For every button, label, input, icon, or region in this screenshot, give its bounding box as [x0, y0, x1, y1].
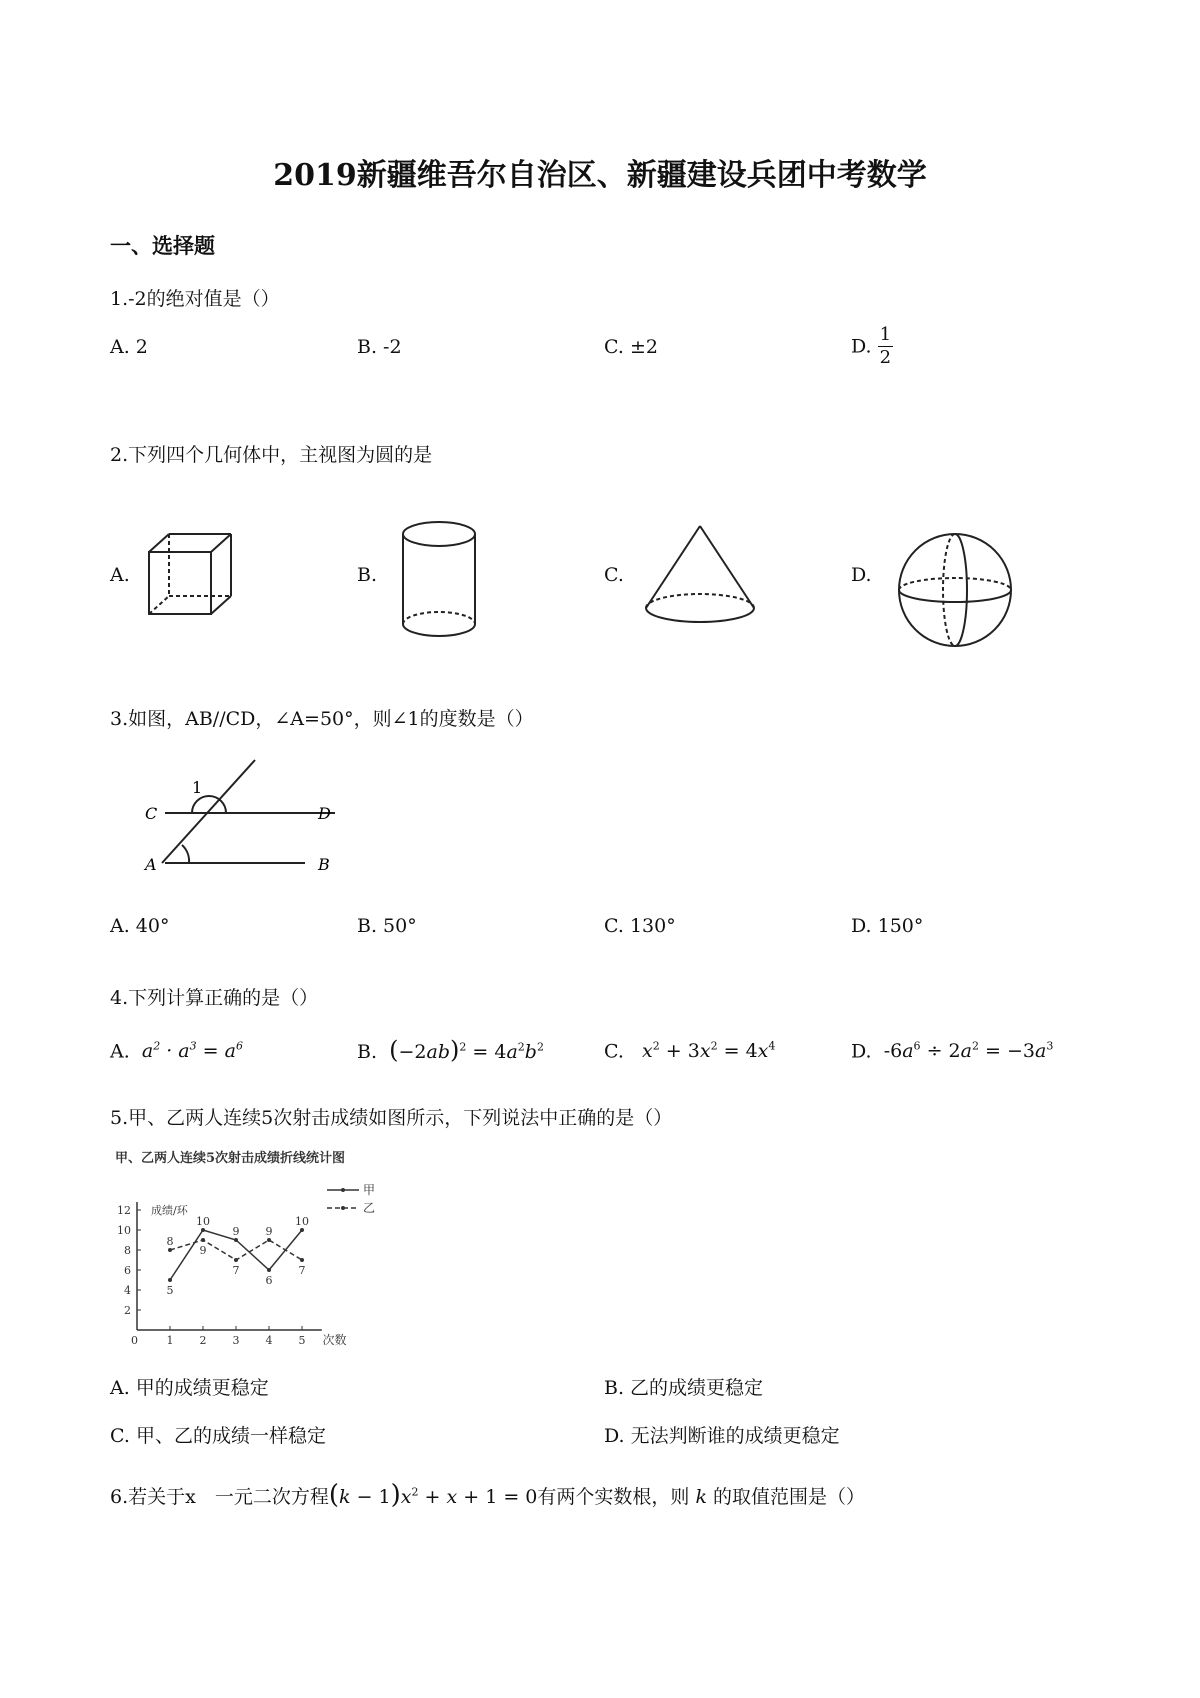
- q4-expression-d: $-6a^6 \div 2a^2 = -3a^3$: [877, 1040, 1054, 1063]
- q6-stem-end: 的取值范围是（）: [713, 1486, 866, 1508]
- y-tick-label: 4: [124, 1284, 131, 1297]
- y-axis-label: 成绩/环: [151, 1204, 188, 1217]
- legend-marker-jia: [341, 1188, 345, 1192]
- y-tick-label: 6: [124, 1264, 131, 1277]
- question-3-stem: 3.如图，AB//CD，∠A=50°，则∠1的度数是（）: [110, 708, 534, 730]
- data-label: 9: [265, 1225, 273, 1238]
- cylinder-figure: [398, 518, 480, 642]
- data-label: 8: [166, 1235, 174, 1248]
- data-label: 9: [232, 1225, 240, 1238]
- question-6-stem: [110, 1480, 865, 1510]
- question-5-stem: 5.甲、乙两人连续5次射击成绩如图所示，下列说法中正确的是（）: [110, 1107, 673, 1129]
- q3-option-c: C. 130°: [604, 915, 676, 937]
- q2-label-d: D.: [851, 564, 872, 586]
- q4-expression-c: $x^2 + 3x^2 = 4x^4$: [642, 1040, 776, 1063]
- x-tick-label: 4: [265, 1334, 273, 1347]
- fraction-numerator: 1: [879, 324, 892, 345]
- legend-marker-yi: [341, 1206, 345, 1210]
- x-tick-label: 2: [199, 1334, 207, 1347]
- q4-option-d: [851, 1040, 1053, 1062]
- q3-option-d: D. 150°: [851, 915, 924, 937]
- q6-variable-k: k: [695, 1486, 707, 1508]
- q2-label-a: A.: [110, 564, 130, 586]
- q4-option-b: [357, 1036, 544, 1064]
- question-1-stem: 1.-2的绝对值是（）: [110, 288, 280, 310]
- data-point: [168, 1278, 172, 1282]
- q4-label-b: B.: [357, 1041, 378, 1063]
- legend-label: 乙: [363, 1201, 376, 1215]
- data-point: [201, 1228, 205, 1232]
- cube-figure: [145, 530, 235, 620]
- data-point: [168, 1248, 172, 1252]
- point-c-label: C: [145, 804, 158, 823]
- data-label: 7: [298, 1264, 306, 1277]
- fraction-one-half: [878, 324, 893, 369]
- data-point: [267, 1238, 271, 1242]
- q2-label-b: B.: [357, 564, 378, 586]
- q4-label-c: C.: [604, 1040, 624, 1063]
- q5-option-b: B. 乙的成绩更稳定: [604, 1377, 764, 1399]
- data-label: 6: [265, 1274, 273, 1287]
- q5-option-c: C. 甲、乙的成绩一样稳定: [110, 1425, 326, 1447]
- q2-label-c: C.: [604, 564, 624, 586]
- q5-option-d: D. 无法判断谁的成绩更稳定: [604, 1425, 840, 1447]
- origin-label: 0: [131, 1334, 138, 1347]
- data-point: [234, 1258, 238, 1262]
- angle-1-label: 1: [192, 778, 203, 797]
- question-4-stem: 4.下列计算正确的是（）: [110, 987, 319, 1009]
- q6-equation: $(k - 1)x^2 + x + 1 = 0$: [328, 1480, 538, 1510]
- x-tick-label: 1: [166, 1334, 174, 1347]
- data-point: [201, 1238, 205, 1242]
- sphere-figure: [895, 530, 1015, 650]
- q4-expression-b: $(-2ab)^2 = 4a^2b^2$: [389, 1036, 544, 1064]
- data-point: [267, 1268, 271, 1272]
- q4-option-c: [604, 1040, 775, 1062]
- q1-option-d: [851, 324, 893, 369]
- data-point: [300, 1228, 304, 1232]
- q1-option-d-label: D.: [851, 335, 872, 358]
- chart-canvas: [115, 1150, 435, 1350]
- q1-option-a: A. 2: [110, 336, 148, 358]
- y-tick-label: 12: [117, 1204, 131, 1217]
- chart-title: 甲、乙两人连续5次射击成绩折线统计图: [115, 1151, 346, 1166]
- q3-option-a: A. 40°: [110, 915, 170, 937]
- x-axis-label: 次数: [322, 1333, 347, 1347]
- y-tick-label: 2: [124, 1304, 131, 1317]
- y-tick-label: 10: [117, 1224, 131, 1237]
- data-label: 10: [196, 1215, 210, 1228]
- data-label: 5: [166, 1284, 174, 1297]
- q5-option-a: A. 甲的成绩更稳定: [110, 1377, 269, 1399]
- question-2-stem: 2.下列四个几何体中，主视图为圆的是: [110, 444, 433, 466]
- data-point: [300, 1258, 304, 1262]
- document-title: 2019新疆维吾尔自治区、新疆建设兵团中考数学: [273, 158, 927, 193]
- q4-expression-a: $a^2 \cdot a^3 = a^6$: [135, 1040, 243, 1063]
- q4-option-a: [110, 1040, 243, 1062]
- data-label: 7: [232, 1264, 240, 1277]
- point-a-label: A: [145, 855, 157, 874]
- q1-option-c: C. ±2: [604, 336, 658, 358]
- q4-label-d: D.: [851, 1040, 872, 1063]
- fraction-denominator: 2: [879, 347, 892, 368]
- q6-stem-pre: 6.若关于x 一元二次方程: [110, 1486, 329, 1508]
- x-tick-label: 5: [298, 1334, 306, 1347]
- legend-label: 甲: [363, 1183, 376, 1197]
- cone-figure: [640, 522, 760, 632]
- data-label: 9: [199, 1244, 207, 1257]
- q6-stem-post: 有两个实数根，则: [537, 1486, 690, 1508]
- point-b-label: B: [318, 855, 330, 874]
- data-label: 10: [295, 1215, 309, 1228]
- y-tick-label: 8: [124, 1244, 131, 1257]
- q4-label-a: A.: [110, 1040, 130, 1063]
- x-tick-label: 3: [232, 1334, 240, 1347]
- shooting-score-chart: [115, 1150, 435, 1350]
- section-heading: 一、选择题: [110, 233, 215, 258]
- point-d-label: D: [318, 804, 331, 823]
- data-point: [234, 1238, 238, 1242]
- q1-option-b: B. -2: [357, 336, 402, 358]
- q3-option-b: B. 50°: [357, 915, 417, 937]
- parallel-lines-figure: [140, 755, 340, 880]
